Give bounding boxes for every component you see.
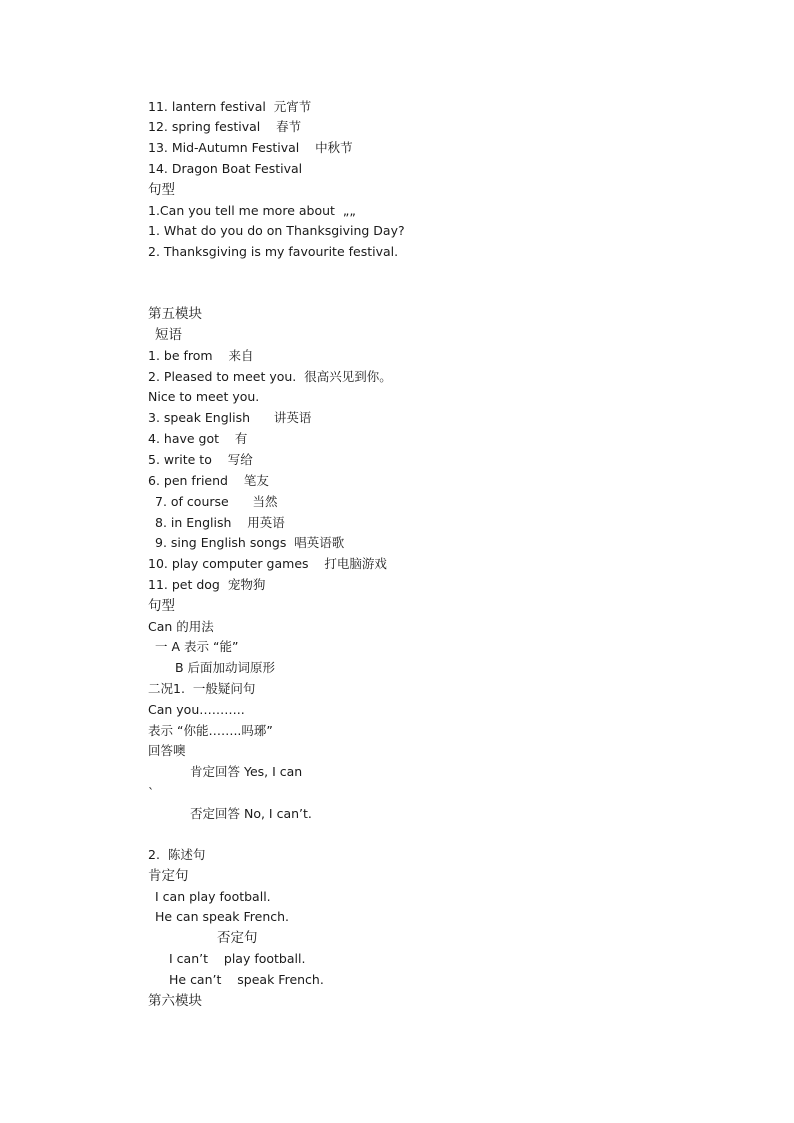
phrase-item: 5. write to 写给 — [148, 452, 253, 467]
usage-point: 一 A 表示 “能” — [155, 639, 239, 654]
phrase-item: 7. of course 当然 — [155, 494, 278, 509]
sentence-pattern-heading: 句型 — [148, 598, 175, 614]
sentence-item: 1.Can you tell me more about „„ — [148, 203, 356, 218]
example-line: He can speak French. — [155, 909, 290, 924]
sentence-pattern-heading: 句型 — [148, 182, 175, 198]
phrase-item: 6. pen friend 笔友 — [148, 473, 269, 488]
answer-heading: 回答噢 — [148, 743, 186, 758]
example-line: I can’t play football. — [169, 951, 306, 966]
vocab-item-12: 12. spring festival 春节 — [148, 119, 302, 134]
phrase-item: 2. Pleased to meet you. 很高兴见到你。 — [148, 369, 392, 384]
phrases-heading: 短语 — [155, 327, 182, 343]
phrase-item: 4. have got 有 — [148, 431, 248, 446]
example-line: Can you……….. — [148, 702, 245, 717]
phrase-item: Nice to meet you. — [148, 389, 260, 404]
phrase-item: 3. speak English 讲英语 — [148, 410, 312, 425]
phrase-item: 1. be from 来自 — [148, 348, 254, 363]
module-5-heading: 第五模块 — [148, 306, 202, 322]
example-line: I can play football. — [155, 889, 271, 904]
stray-mark: ` — [148, 785, 155, 800]
negative-answer: 否定回答 No, I can’t. — [190, 806, 312, 821]
module-6-heading: 第六模块 — [148, 993, 202, 1009]
usage-point: B 后面加动词原形 — [175, 660, 276, 675]
phrase-item: 11. pet dog 宠物狗 — [148, 577, 266, 592]
usage-point: 二况1. 一般疑问句 — [148, 681, 256, 696]
phrase-item: 10. play computer games 打电脑游戏 — [148, 556, 387, 571]
statement-heading: 2. 陈述句 — [148, 847, 206, 862]
negative-heading: 否定句 — [217, 930, 258, 946]
example-line: He can’t speak French. — [169, 972, 324, 987]
affirmative-heading: 肯定句 — [148, 868, 189, 884]
affirmative-answer: 肯定回答 Yes, I can — [190, 764, 303, 779]
sentence-item: 1. What do you do on Thanksgiving Day? — [148, 223, 405, 238]
usage-heading: Can 的用法 — [148, 619, 214, 634]
phrase-item: 9. sing English songs 唱英语歌 — [155, 535, 345, 550]
vocab-item-14: 14. Dragon Boat Festival — [148, 161, 303, 176]
example-line: 表示 “你能……..吗琊” — [148, 723, 273, 738]
sentence-item: 2. Thanksgiving is my favourite festival. — [148, 244, 399, 259]
phrase-item: 8. in English 用英语 — [155, 515, 285, 530]
vocab-item-11: 11. lantern festival 元宵节 — [148, 99, 312, 114]
vocab-item-13: 13. Mid-Autumn Festival 中秋节 — [148, 140, 353, 155]
